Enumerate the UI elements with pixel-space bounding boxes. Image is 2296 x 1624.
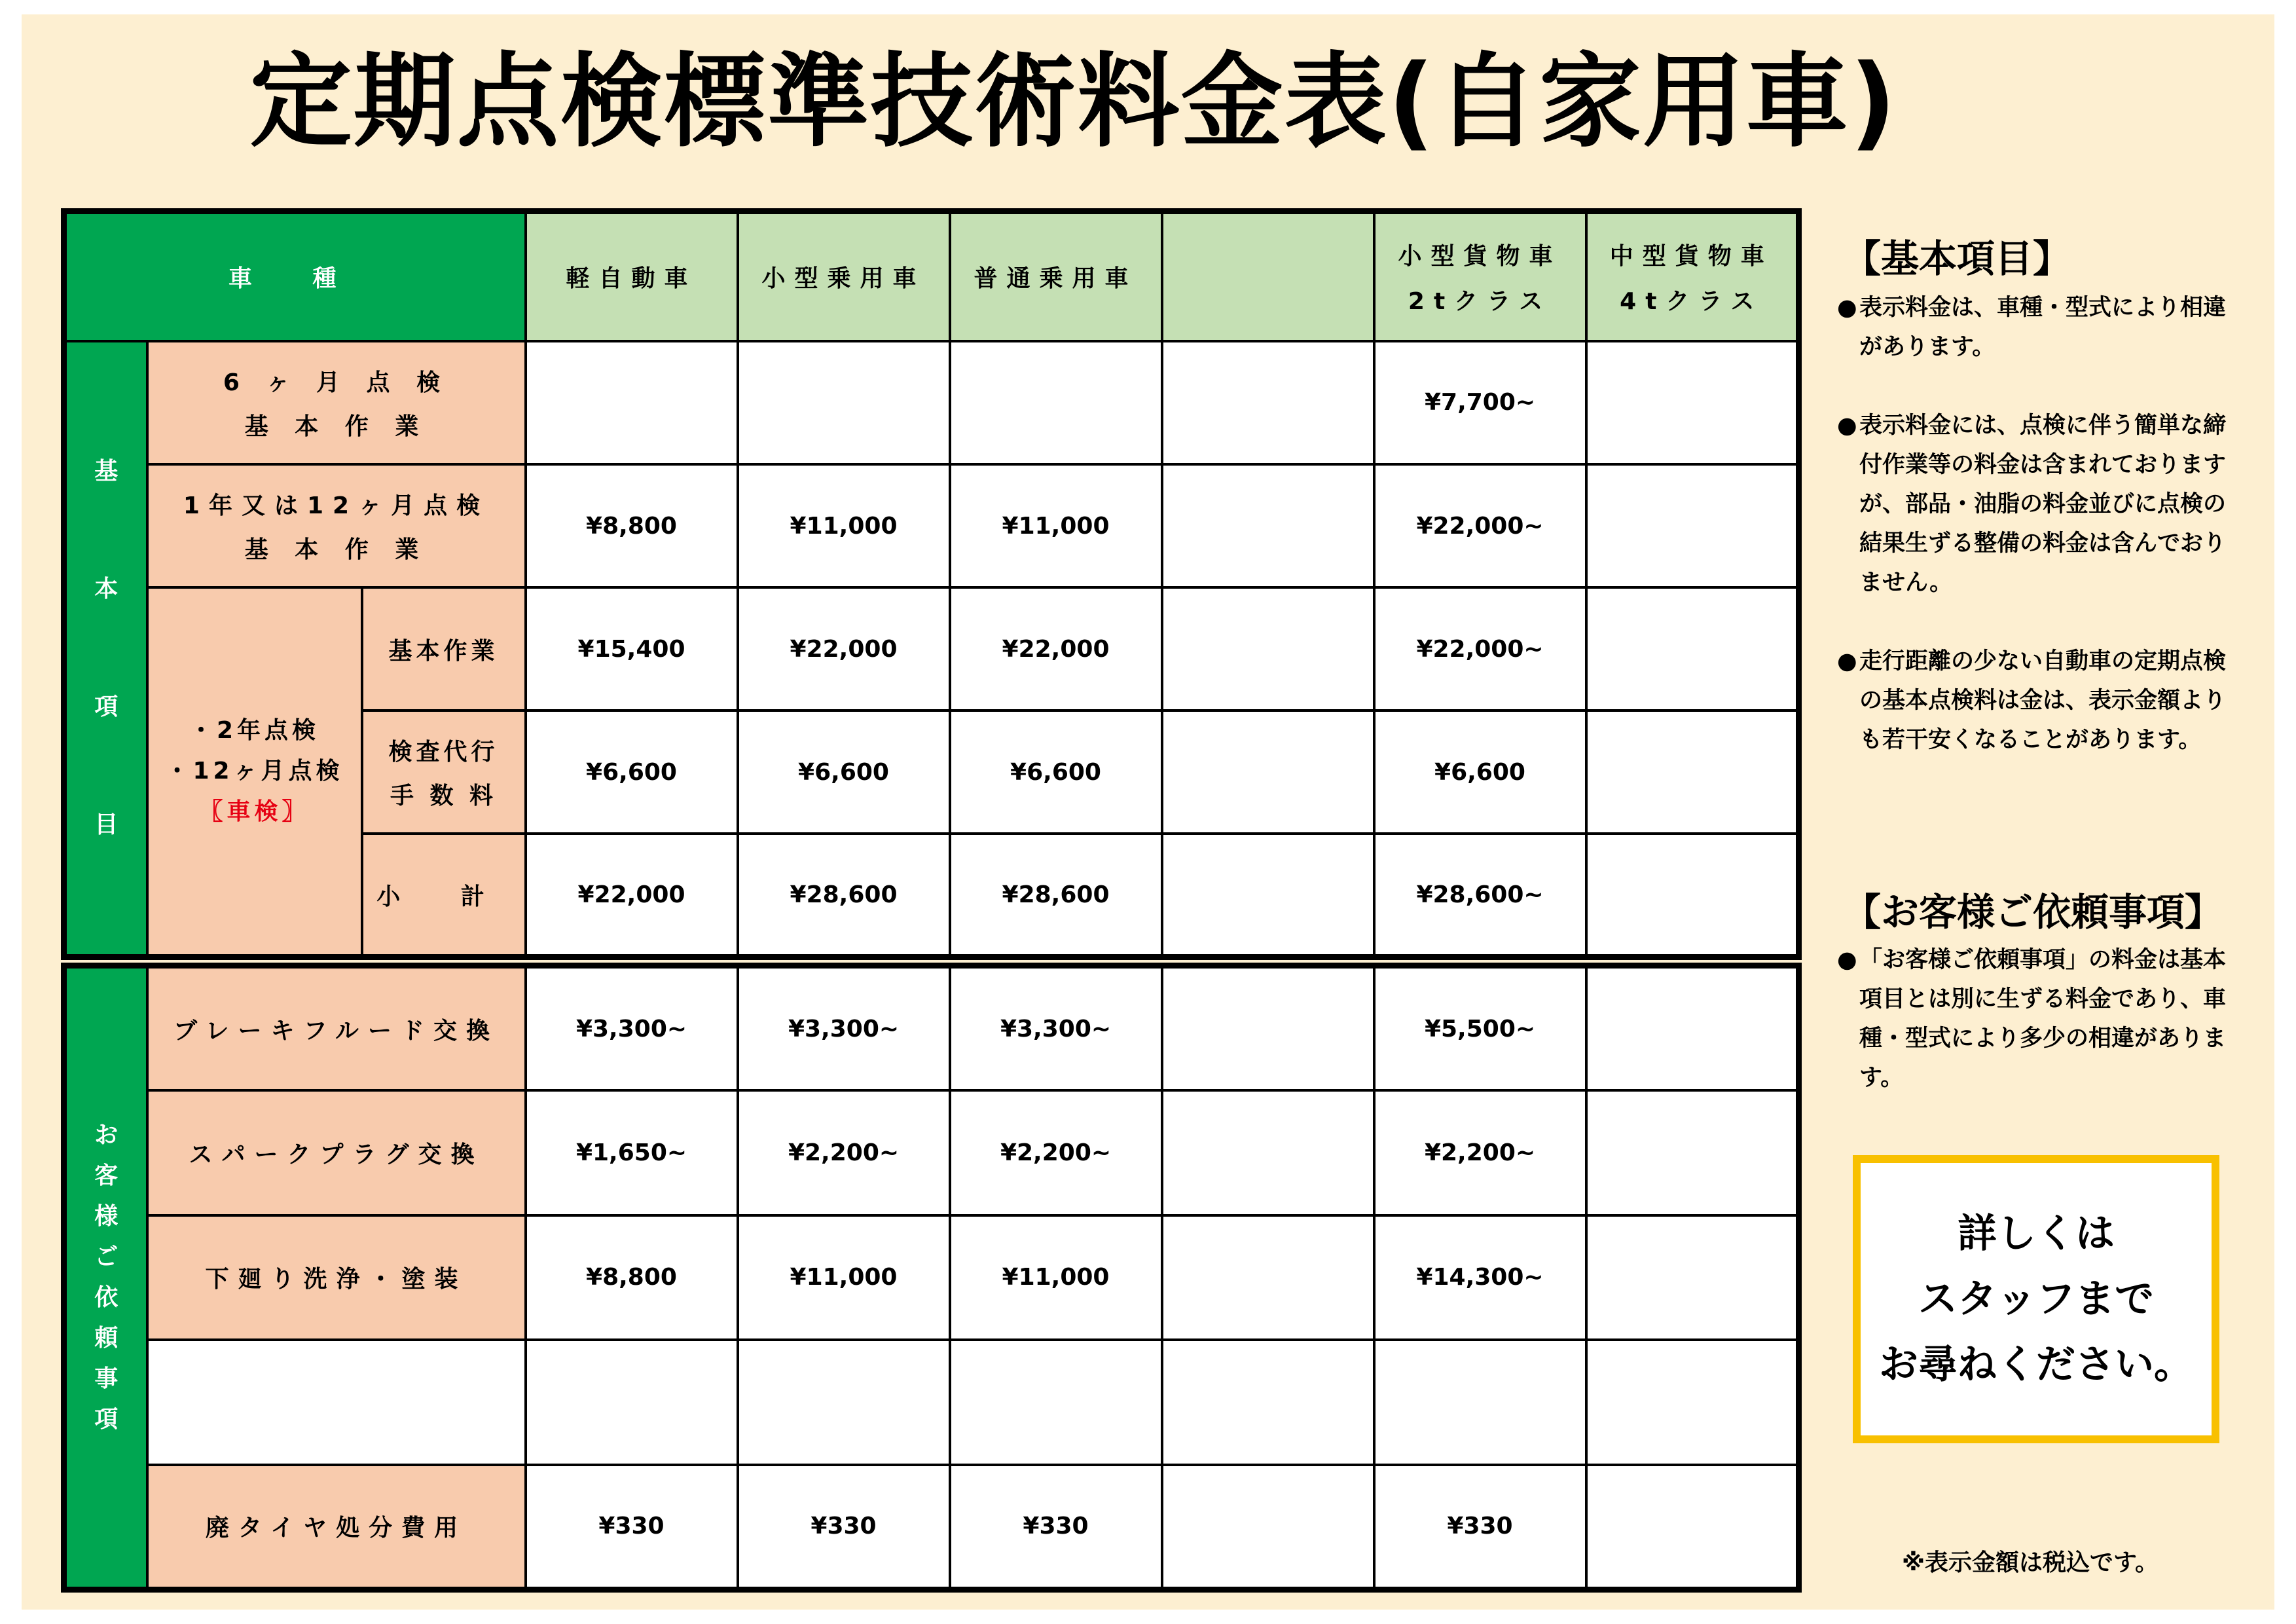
price-cell: ¥11,000: [950, 464, 1162, 587]
row-label-tire-disposal: 廃タイヤ処分費用: [147, 1465, 526, 1590]
price-cell: ¥2,200~: [1374, 1090, 1586, 1215]
price-cell: ¥330: [950, 1465, 1162, 1590]
request-group-label: [64, 966, 147, 1590]
table-row: [64, 1340, 1799, 1465]
bullet-icon: ●: [1837, 648, 1857, 674]
row-label-line: 手 数 料: [390, 783, 498, 810]
col-header-small-passenger: 小型乗用車: [738, 212, 950, 341]
group-char: 本: [94, 575, 118, 602]
page-title: 定期点検標準技術料金表(自家用車): [249, 42, 1898, 161]
price-cell: ¥8,800: [526, 1215, 738, 1340]
price-cell: [1586, 834, 1799, 957]
group-char: 項: [94, 1406, 118, 1433]
price-cell: ¥22,000: [738, 587, 950, 710]
price-cell: [1162, 834, 1374, 957]
row-label-brake-fluid: ブレーキフルード交換: [147, 966, 526, 1091]
price-cell: [1586, 1090, 1799, 1215]
price-cell: [1586, 1465, 1799, 1590]
price-cell: ¥2,200~: [738, 1090, 950, 1215]
price-cell: ¥11,000: [738, 1215, 950, 1340]
price-cell: ¥22,000: [526, 834, 738, 957]
price-cell: [526, 1340, 738, 1465]
price-cell: [738, 1340, 950, 1465]
row-label-subtotal: 小 計: [362, 834, 526, 957]
table-row: [64, 341, 1799, 464]
price-cell: ¥22,000: [950, 587, 1162, 710]
price-cell: ¥6,600: [950, 710, 1162, 834]
price-cell: [950, 341, 1162, 464]
shaken-line: ・12ヶ月点検: [165, 758, 344, 785]
col-header-blank: [1162, 212, 1374, 341]
price-cell: ¥28,600: [950, 834, 1162, 957]
price-cell: [1162, 587, 1374, 710]
note-basic-3: [1837, 642, 2227, 760]
bullet-icon: ●: [1837, 947, 1857, 973]
col-header-regular-passenger: 普通乗用車: [950, 212, 1162, 341]
price-cell: [1162, 1340, 1374, 1465]
price-cell: [1162, 1465, 1374, 1590]
price-cell: [1586, 464, 1799, 587]
price-cell: [1586, 1215, 1799, 1340]
row-label-line: 基 本 作 業: [244, 536, 428, 564]
price-cell: ¥6,600: [526, 710, 738, 834]
table-row: [64, 464, 1799, 587]
price-cell: ¥3,300~: [950, 966, 1162, 1091]
row-label-underbody: 下廻り洗浄・塗装: [147, 1215, 526, 1340]
contact-line: スタッフまで: [1918, 1276, 2154, 1322]
contact-line: お尋ねください。: [1879, 1342, 2193, 1388]
price-cell: ¥5,500~: [1374, 966, 1586, 1091]
price-cell: ¥330: [1374, 1465, 1586, 1590]
group-char: 頼: [94, 1325, 118, 1352]
group-char: 目: [94, 811, 118, 838]
basic-group-label: [64, 341, 147, 957]
price-cell: ¥6,600: [1374, 710, 1586, 834]
price-cell: [1586, 341, 1799, 464]
group-char: 依: [94, 1284, 118, 1311]
col-header-small-cargo: [1374, 212, 1586, 341]
row-label-spark-plug: スパークプラグ交換: [147, 1090, 526, 1215]
note-basic-2: [1837, 406, 2227, 602]
price-cell: [1586, 966, 1799, 1091]
group-char: 様: [94, 1203, 118, 1230]
price-cell: ¥6,600: [738, 710, 950, 834]
row-label-6month: [147, 341, 526, 464]
contact-staff-box: [1853, 1155, 2219, 1443]
price-cell: ¥14,300~: [1374, 1215, 1586, 1340]
price-cell: ¥2,200~: [950, 1090, 1162, 1215]
group-char: 項: [94, 693, 118, 720]
note-basic-1: [1837, 288, 2227, 367]
table-row: [64, 966, 1799, 1091]
price-cell: ¥330: [738, 1465, 950, 1590]
price-cell: [1162, 1215, 1374, 1340]
row-label-line: 6 ヶ 月 点 検: [223, 369, 450, 396]
price-cell: ¥11,000: [950, 1215, 1162, 1340]
col-header-medium-cargo: [1586, 212, 1799, 341]
col-header-small-cargo-label: 小型貨物車: [1398, 242, 1562, 270]
table-row: [64, 1465, 1799, 1590]
request-notes-heading: 【お客様ご依頼事項】: [1843, 890, 2223, 934]
row-label-line: 基 本 作 業: [244, 413, 428, 440]
price-cell: [950, 1340, 1162, 1465]
group-char: 基: [94, 457, 118, 485]
shaken-line: ・2年点検: [189, 717, 320, 745]
header-row: [64, 212, 1799, 341]
price-cell: [1162, 966, 1374, 1091]
note-text: 表示料金には、点検に伴う簡単な締付作業等の料金は含まれておりますが、部品・油脂の料金並びに点検の結果生ずる整備の料金は含んでおりません。: [1859, 413, 2227, 596]
row-label-line: 検査代行: [388, 739, 499, 766]
row-label-basic-work: 基本作業: [362, 587, 526, 710]
price-cell: ¥22,000~: [1374, 587, 1586, 710]
tax-note: ※表示金額は税込です。: [1902, 1549, 2159, 1576]
price-cell: ¥28,600~: [1374, 834, 1586, 957]
price-cell: [1586, 587, 1799, 710]
price-cell: ¥3,300~: [526, 966, 738, 1091]
price-cell: [1162, 341, 1374, 464]
row-label-line: 1年又は12ヶ月点検: [183, 492, 490, 520]
bullet-icon: ●: [1837, 413, 1857, 439]
price-cell: ¥15,400: [526, 587, 738, 710]
price-cell: [526, 341, 738, 464]
bullet-icon: ●: [1837, 295, 1857, 321]
row-label-inspection-fee: [362, 710, 526, 834]
basic-notes-heading: 【基本項目】: [1843, 236, 2071, 281]
price-cell: [1374, 1340, 1586, 1465]
vehicle-type-header: 車 種: [64, 212, 526, 341]
price-cell: [1586, 710, 1799, 834]
group-char: 事: [94, 1365, 118, 1392]
contact-line: 詳しくは: [1958, 1211, 2115, 1257]
note-request: [1837, 940, 2227, 1098]
group-char: お: [94, 1122, 118, 1149]
table-row: [64, 1215, 1799, 1340]
price-cell: ¥3,300~: [738, 966, 950, 1091]
price-cell: [738, 341, 950, 464]
price-cell: ¥28,600: [738, 834, 950, 957]
price-cell: [1162, 1090, 1374, 1215]
col-header-medium-cargo-class: 4tクラス: [1620, 287, 1764, 315]
group-char: ご: [94, 1244, 118, 1270]
price-cell: ¥11,000: [738, 464, 950, 587]
price-cell: [1586, 1340, 1799, 1465]
shaken-label: [147, 587, 362, 957]
price-cell: ¥330: [526, 1465, 738, 1590]
price-cell: ¥22,000~: [1374, 464, 1586, 587]
price-cell: [1162, 464, 1374, 587]
price-cell: ¥1,650~: [526, 1090, 738, 1215]
basic-items-table: [61, 208, 1802, 960]
note-text: 表示料金は、車種・型式により相違があります。: [1859, 295, 2227, 360]
col-header-medium-cargo-label: 中型貨物車: [1609, 242, 1774, 270]
group-char: 客: [94, 1162, 118, 1189]
row-label-12month: [147, 464, 526, 587]
price-cell: ¥7,700~: [1374, 341, 1586, 464]
col-header-kei: 軽自動車: [526, 212, 738, 341]
note-text: 走行距離の少ない自動車の定期点検の基本点検料は金は、表示金額よりも若干安くなることがあります。: [1859, 648, 2227, 753]
table-row: [64, 587, 1799, 710]
price-cell: [1162, 710, 1374, 834]
col-header-small-cargo-class: 2tクラス: [1408, 287, 1552, 315]
row-label-blank: [147, 1340, 526, 1465]
request-items-table: [61, 963, 1802, 1593]
note-text: 「お客様ご依頼事項」の料金は基本項目とは別に生ずる料金であり、車種・型式により多少の相違があります。: [1859, 947, 2227, 1091]
price-cell: ¥8,800: [526, 464, 738, 587]
table-row: [64, 1090, 1799, 1215]
shaken-line-red: 〖車検〗: [199, 798, 310, 826]
